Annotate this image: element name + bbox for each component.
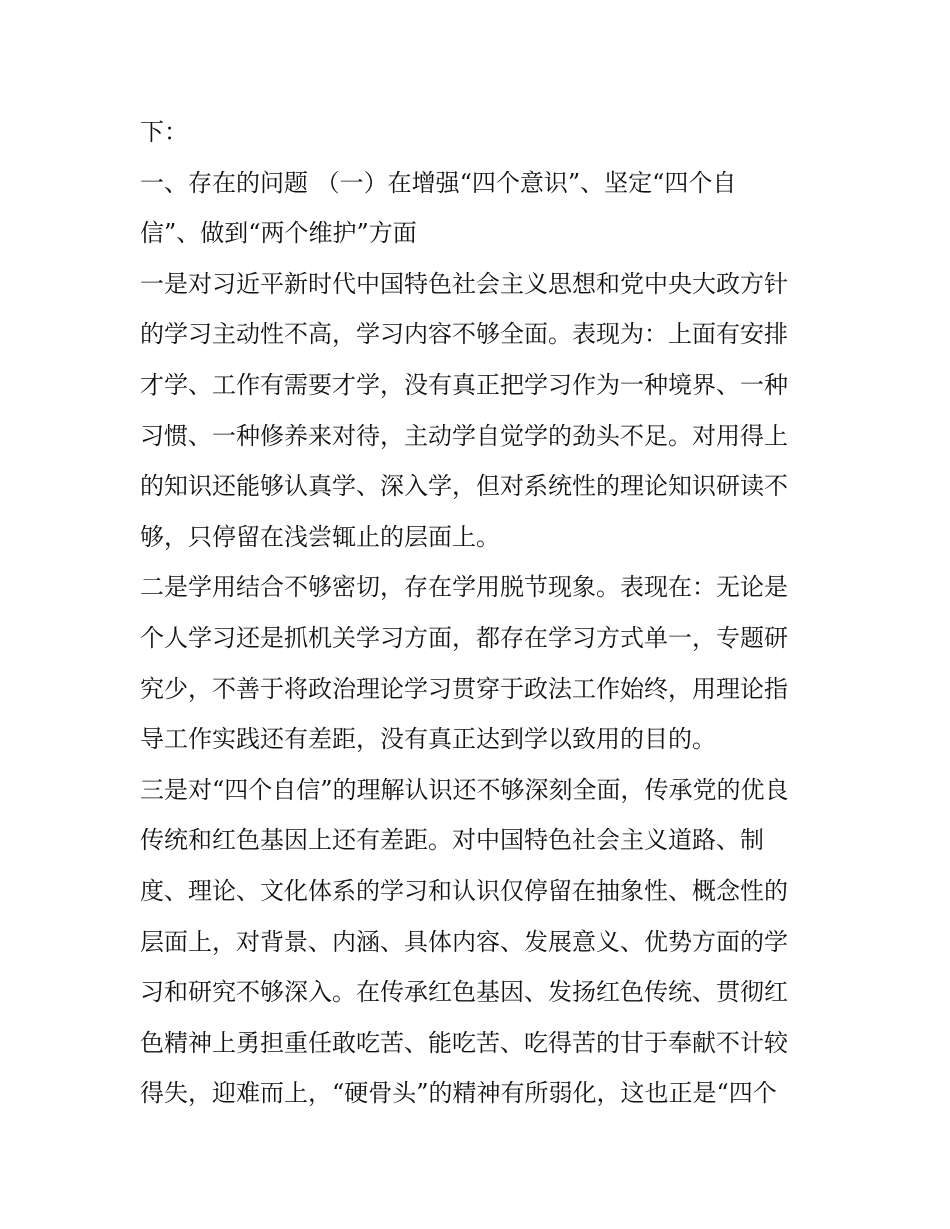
text-line: 个人学习还是抓机关学习方面，都存在学习方式单一，专题研 <box>140 623 788 652</box>
text-line: 二是学用结合不够密切，存在学用脱节现象。表现在：无论是 <box>140 573 788 602</box>
document-body <box>140 107 830 1119</box>
section-heading-line: 信”、做到“两个维护”方面 <box>140 219 417 248</box>
text-line: 够，只停留在浅尝辄止的层面上。 <box>140 522 500 551</box>
text-line: 导工作实践还有差距，没有真正达到学以致用的目的。 <box>140 725 716 754</box>
text-line: 习和研究不够深入。在传承红色基因、发扬红色传统、贯彻红 <box>140 978 788 1007</box>
text-line: 三是对“四个自信”的理解认识还不够深刻全面，传承党的优良 <box>140 775 789 804</box>
text-line: 层面上，对背景、内涵、具体内容、发展意义、优势方面的学 <box>140 927 788 956</box>
text-line: 传统和红色基因上还有差距。对中国特色社会主义道路、制 <box>140 826 764 855</box>
text-line: 的学习主动性不高，学习内容不够全面。表现为：上面有安排 <box>140 320 788 349</box>
text-line: 下： <box>140 118 188 146</box>
section-heading-line: 一、存在的问题 （一）在增强“四个意识”、坚定“四个自 <box>140 168 737 197</box>
text-line: 才学、工作有需要才学，没有真正把学习作为一种境界、一种 <box>140 370 788 399</box>
text-line: 度、理论、文化体系的学习和认识仅停留在抽象性、概念性的 <box>140 876 788 905</box>
text-line: 究少，不善于将政治理论学习贯穿于政法工作始终，用理论指 <box>140 674 788 703</box>
text-line: 一是对习近平新时代中国特色社会主义思想和党中央大政方针 <box>140 269 788 298</box>
text-line: 得失，迎难而上，“硬骨头”的精神有所弱化，这也正是“四个 <box>140 1079 777 1108</box>
text-line: 习惯、一种修养来对待，主动学自觉学的劲头不足。对用得上 <box>140 421 788 450</box>
text-line: 色精神上勇担重任敢吃苦、能吃苦、吃得苦的甘于奉献不计较 <box>140 1028 788 1057</box>
text-line: 的知识还能够认真学、深入学，但对系统性的理论知识研读不 <box>140 472 788 501</box>
